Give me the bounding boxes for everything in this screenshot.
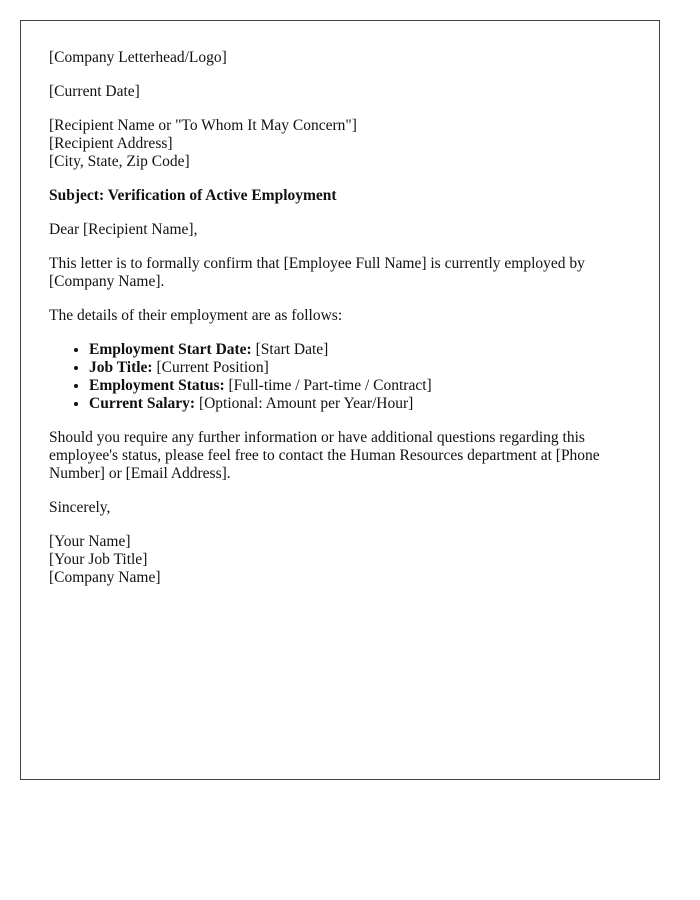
intro-paragraph: This letter is to formally confirm that [Employee Full Name] is currently employed by [Company Name].	[49, 255, 585, 290]
detail-item-start-date	[89, 341, 624, 359]
signature-block	[49, 533, 624, 587]
detail-label: Employment Status:	[89, 377, 225, 394]
detail-value: [Current Position]	[152, 359, 269, 376]
employment-details-list	[49, 341, 624, 413]
detail-item-current-salary	[89, 395, 624, 413]
subject-line: Subject: Verification of Active Employment	[49, 187, 337, 204]
signature-name: [Your Name]	[49, 533, 131, 550]
detail-value: [Full-time / Part-time / Contract]	[224, 377, 432, 394]
recipient-name: [Recipient Name or "To Whom It May Concern"]	[49, 117, 357, 134]
details-intro: The details of their employment are as follows:	[49, 307, 343, 324]
detail-label: Employment Start Date:	[89, 341, 252, 358]
detail-item-job-title	[89, 359, 624, 377]
detail-label: Current Salary:	[89, 395, 196, 412]
signature-company: [Company Name]	[49, 569, 161, 586]
detail-label: Job Title:	[89, 359, 153, 376]
signature-title: [Your Job Title]	[49, 551, 148, 568]
recipient-city-state-zip: [City, State, Zip Code]	[49, 153, 190, 170]
letter-body	[49, 49, 624, 603]
recipient-address: [Recipient Address]	[49, 135, 173, 152]
detail-item-employment-status	[89, 377, 624, 395]
detail-value: [Optional: Amount per Year/Hour]	[195, 395, 414, 412]
letter-page	[20, 20, 660, 780]
salutation: Dear [Recipient Name],	[49, 221, 198, 238]
detail-value: [Start Date]	[251, 341, 329, 358]
closing-paragraph: Should you require any further information or have additional questions regarding this employee's status, please feel free to contact the Human Resources department at [Phone Number] or [Email Address].	[49, 429, 600, 482]
signoff: Sincerely,	[49, 499, 111, 516]
letter-date: [Current Date]	[49, 83, 140, 100]
letterhead: [Company Letterhead/Logo]	[49, 49, 227, 66]
recipient-block	[49, 117, 624, 171]
